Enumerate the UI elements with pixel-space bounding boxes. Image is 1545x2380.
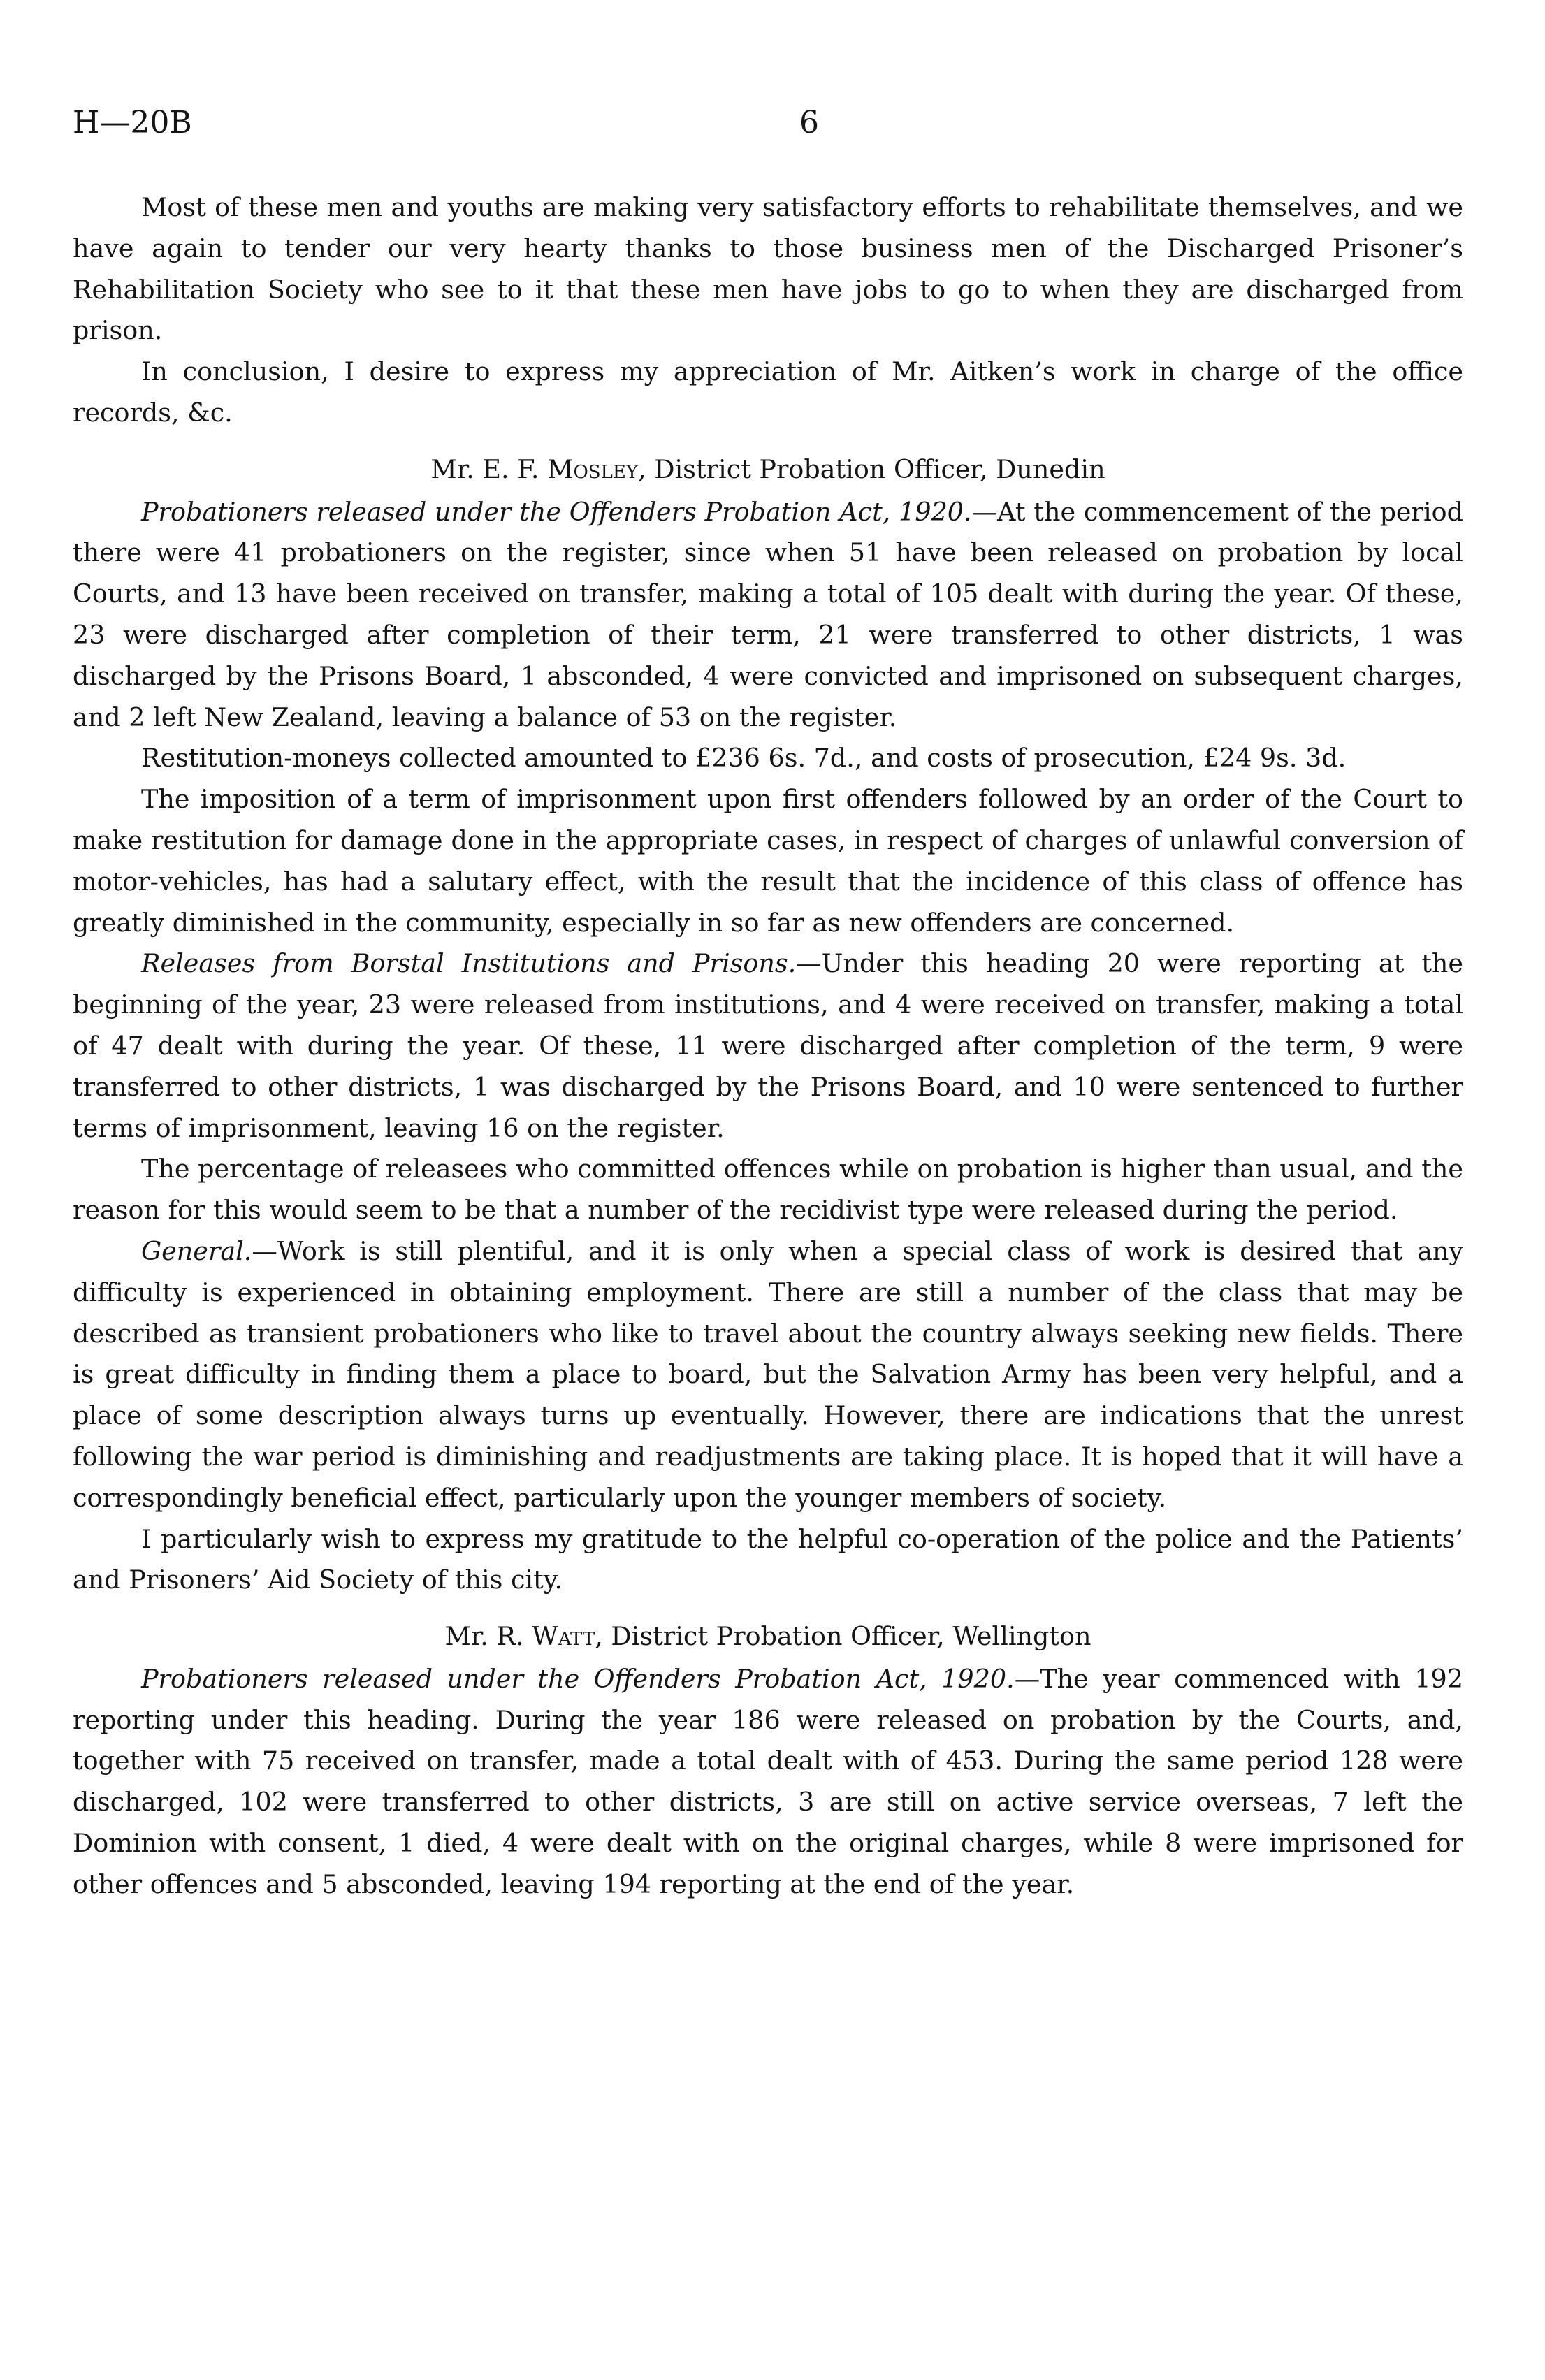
section-heading-dunedin <box>73 449 1463 491</box>
heading-prefix: Mr. R. <box>444 1621 532 1652</box>
dunedin-paragraph-general: General.—Work is still plentiful, and it is only when a special class of work is desired that any difficulty is experienced in obtaining employment. There are still a number of the class that may be described as transient probationers who like to travel about the country always seeking new fields. There is great difficulty in finding them a place to board, but the Salvation Army has been very helpful, and a place of some description always turns up eventually. However, there are indications that the unrest following the war period is diminishing and readjustments are taking place. It is hoped that it will have a correspondingly beneficial effect, particularly upon the younger members of society. <box>73 1235 1463 1513</box>
officer-name: Watt <box>532 1621 595 1652</box>
wellington-paragraph-probationers: Probationers released under the Offenders Probation Act, 1920.—The year commenced with 192 reporting under this heading. During the year 186 were released on probation by the Courts, and, together with 75 received on transfer, made a total dealt with of 453. During the same period 128 were discharged, 102 were transferred to other districts, 3 are still on active service overseas, 7 left the Dominion with consent, 1 died, 4 were dealt with on the original charges, while 8 were imprisoned for other offences and 5 absconded, leaving 194 reporting at the end of the year. <box>73 1663 1463 1899</box>
dunedin-paragraph-percentage: The percentage of releasees who committed offences while on probation is higher than usual, and the reason for this would seem to be that a number of the recidivist type were released during the period. <box>73 1154 1463 1226</box>
heading-suffix: , District Probation Officer, Wellington <box>595 1621 1091 1652</box>
subheading-general: General. <box>141 1235 252 1266</box>
section-heading-wellington <box>73 1616 1463 1657</box>
page-body <box>73 187 1463 1906</box>
officer-name: Mosley <box>547 453 639 484</box>
intro-paragraph-rehabilitation: Most of these men and youths are making very satisfactory efforts to rehabilitate themselves, and we have again to tender our very hearty thanks to those business men of the Discharged Prisoner’s Rehabilitation Society who see to it that these men have jobs to go to when they are discharged from prison. <box>73 192 1463 346</box>
subheading-probationers: Probationers released under the Offenders Probation Act, 1920. <box>141 496 972 527</box>
page-number: 6 <box>799 105 819 140</box>
document-code: H—20B <box>73 105 192 140</box>
heading-suffix: , District Probation Officer, Dunedin <box>638 453 1105 484</box>
page-header <box>73 105 1463 147</box>
subheading-releases: Releases from Borstal Institutions and Prisons. <box>141 948 797 979</box>
subheading-probationers: Probationers released under the Offenders Probation Act, 1920. <box>141 1663 1015 1694</box>
dunedin-paragraph-restitution: Restitution-moneys collected amounted to £236 6s. 7d., and costs of prosecution, £24 9s. 3d. <box>141 743 1347 774</box>
intro-paragraph-conclusion: In conclusion, I desire to express my appreciation of Mr. Aitken’s work in charge of the office records, &c. <box>73 356 1463 428</box>
dunedin-paragraph-probationers: Probationers released under the Offenders Probation Act, 1920.—At the commencement of the period there were 41 probationers on the register, since when 51 have been released on probation by local Courts, and 13 have been received on transfer, making a total of 105 dealt with during the year. Of these, 23 were discharged after completion of their term, 21 were transferred to other districts, 1 was discharged by the Prisons Board, 1 absconded, 4 were convicted and imprisoned on subsequent charges, and 2 left New Zealand, leaving a balance of 53 on the register. <box>73 496 1463 732</box>
dunedin-paragraph-releases: Releases from Borstal Institutions and Prisons.—Under this heading 20 were reporting at the beginning of the year, 23 were released from institutions, and 4 were received on transfer, making a total of 47 dealt with during the year. Of these, 11 were discharged after completion of the term, 9 were transferred to other districts, 1 was discharged by the Prisons Board, and 10 were sentenced to further terms of imprisonment, leaving 16 on the register. <box>73 948 1463 1143</box>
heading-prefix: Mr. E. F. <box>430 453 548 484</box>
dunedin-paragraph-imprisonment: The imposition of a term of imprisonment upon first offenders followed by an order of the Court to make restitution for damage done in the appropriate cases, in respect of charges of unlawful conversion of motor-vehicles, has had a salutary effect, with the result that the incidence of this class of offence has greatly diminished in the community, especially in so far as new offenders are concerned. <box>73 784 1463 938</box>
dunedin-paragraph-gratitude: I particularly wish to express my gratitude to the helpful co-operation of the police and the Patients’ and Prisoners’ Aid Society of this city. <box>73 1523 1463 1595</box>
